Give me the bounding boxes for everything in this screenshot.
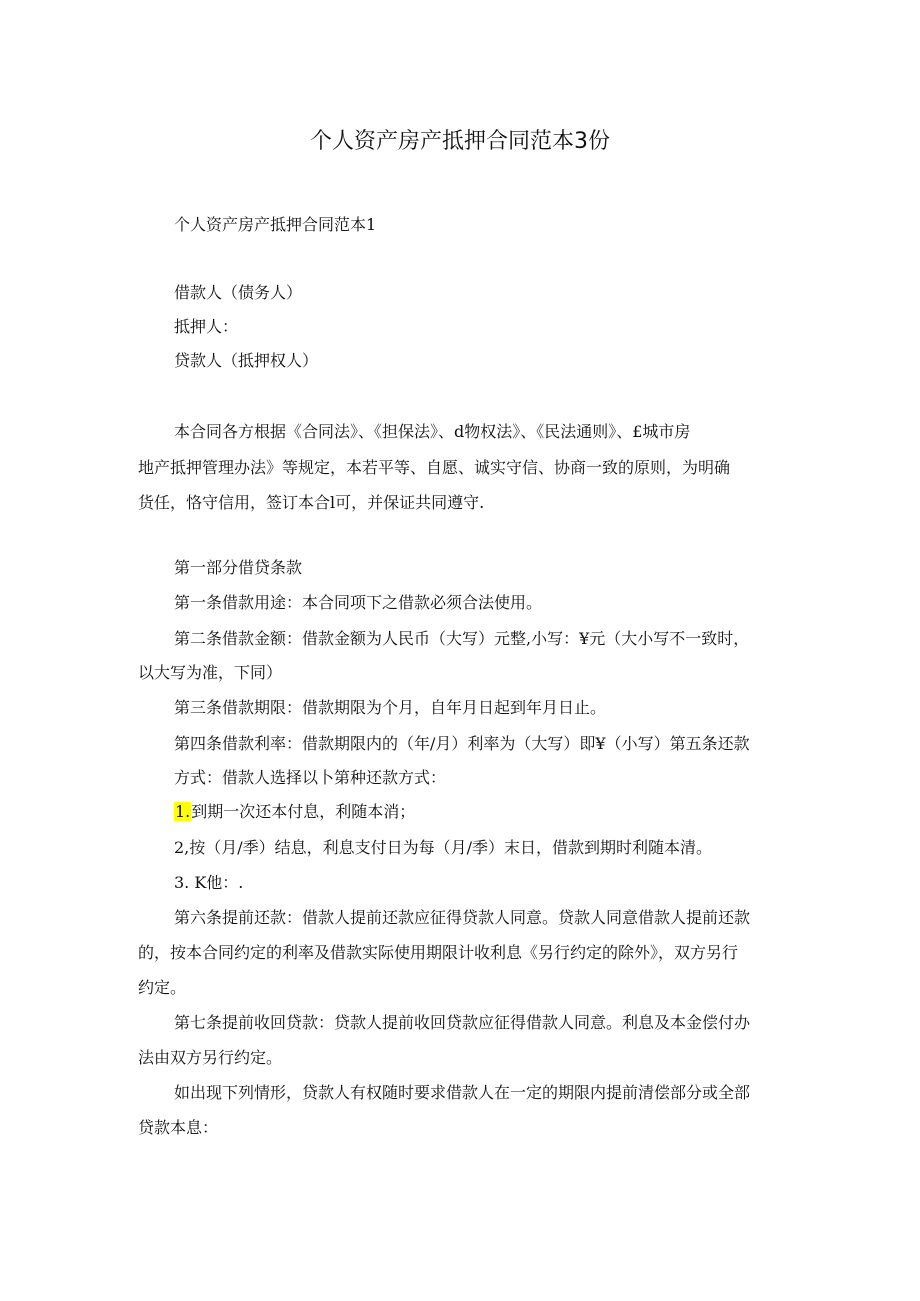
clause-line: 如出现下列情形，贷款人有权随时要求借款人在一定的期限内提前清偿部分或全部 [174,1083,751,1102]
option-text: 到期一次还本付息，利随本消； [191,802,416,821]
party-lender: 贷款人（抵押权人） [174,351,319,370]
repayment-option-2: 2,按（月/季）结息，利息支付日为每（月/季）末日，借款到期时利随本清。 [174,838,713,857]
article-1: 第一条借款用途：本合同项下之借款必须合法使用。 [174,593,543,612]
preamble-line: 货任，恪守信用，签订本合l可，并保证共同遵守. [138,493,485,512]
article-3: 第三条借款期限：借款期限为个月，自年月日起到年月日止。 [174,698,607,717]
article-7-line: 法由双方另行约定。 [138,1048,283,1067]
contract-subtitle: 个人资产房产抵押合同范本1 [174,215,377,234]
article-6-line: 第六条提前还款：借款人提前还款应征得贷款人同意。贷款人同意借款人提前还款 [174,908,751,927]
article-2-line: 以大写为准，下同） [138,663,283,682]
preamble-line: 地产抵押管理办法》等规定，本若平等、自愿、诚实守信、协商一致的原则，为明确 [138,458,731,477]
article-4-line: 方式：借款人选择以卜第种还款方式： [174,768,447,787]
part-heading: 第一部分借贷条款 [174,558,303,577]
preamble-line: 本合同各方根据《合同法》、《担保法》、d物权法》、《民法通则》、£城市房 [174,422,691,441]
clause-line: 贷款本息： [138,1118,219,1137]
party-borrower: 借款人（债务人） [174,283,303,302]
article-7-line: 第七条提前收回贷款：贷款人提前收回贷款应征得借款人同意。利息及本金偿付办 [174,1013,751,1032]
article-2-line: 第二条借款金额：借款金额为人民币（大写）元整,小写：¥元（大小写不一致时， [174,629,750,648]
repayment-option-1 [174,801,415,823]
highlighted-number: 1. [175,802,191,821]
repayment-option-3: 3. K他：. [174,873,244,892]
article-6-line: 的，按本合同约定的利率及借款实际使用期限计收利息《另行约定的除外》，双方另行 [138,943,739,962]
document-title: 个人资产房产抵押合同范本3份 [310,129,610,154]
article-4-line: 第四条借款利率：借款期限内的（年/月）利率为（大写）即¥（小写）第五条还款 [174,734,750,753]
party-mortgagor: 抵押人： [174,317,239,336]
article-6-line: 约定。 [138,978,187,997]
